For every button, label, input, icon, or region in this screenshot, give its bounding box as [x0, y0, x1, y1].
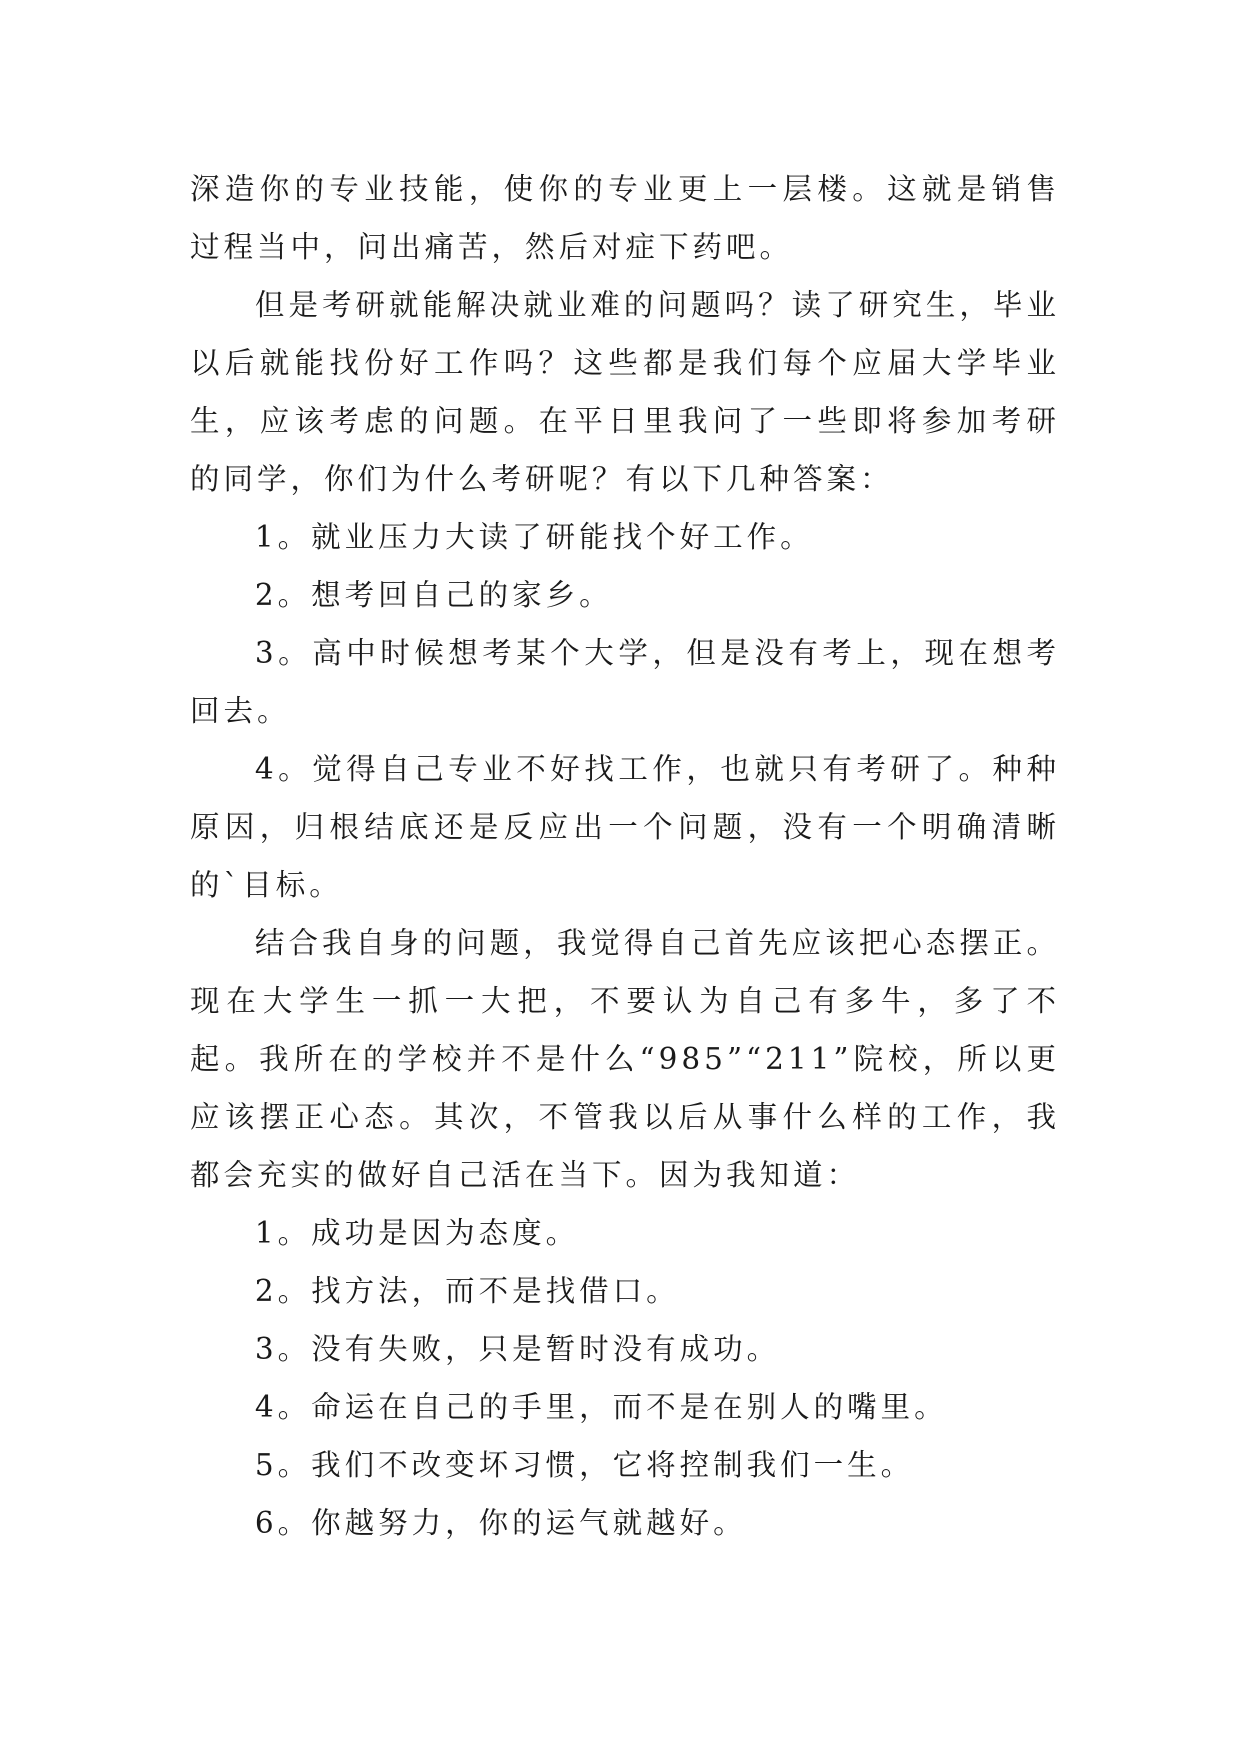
belief-item-5: 5。我们不改变坏习惯，它将控制我们一生。: [254, 1448, 915, 1482]
belief-item-2: 2。找方法，而不是找借口。: [254, 1274, 680, 1308]
answer-item-4: 4。觉得自己专业不好找工作，也就只有考研了。种种原因，归根结底还是反应出一个问题，没有一个明确清晰的`目标。: [190, 752, 1060, 902]
paragraph-reflection: 结合我自身的问题，我觉得自己首先应该把心态摆正。现在大学生一抓一大把，不要认为自己有多牛，多了不起。我所在的学校并不是什么“985”“211”院校，所以更应该摆正心态。其次，不管我以后从事什么样的工作，我都会充实的做好自己活在当下。因为我知道：: [190, 926, 1060, 1192]
paragraph-continued: 深造你的专业技能，使你的专业更上一层楼。这就是销售过程当中，问出痛苦，然后对症下药吧。: [190, 172, 1060, 264]
answer-item-3: 3。高中时候想考某个大学，但是没有考上，现在想考回去。: [190, 636, 1060, 728]
belief-item-3: 3。没有失败，只是暂时没有成功。: [254, 1332, 781, 1366]
belief-item-1: 1。成功是因为态度。: [254, 1216, 580, 1250]
document-body: [190, 160, 1060, 1552]
answer-item-2: 2。想考回自己的家乡。: [254, 578, 613, 612]
paragraph-question: 但是考研就能解决就业难的问题吗？读了研究生，毕业以后就能找份好工作吗？这些都是我们每个应届大学毕业生，应该考虑的问题。在平日里我问了一些即将参加考研的同学，你们为什么考研呢？有以下几种答案：: [190, 288, 1060, 496]
belief-item-6: 6。你越努力，你的运气就越好。: [254, 1506, 747, 1540]
belief-item-4: 4。命运在自己的手里，而不是在别人的嘴里。: [254, 1390, 948, 1424]
answer-item-1: 1。就业压力大读了研能找个好工作。: [254, 520, 814, 554]
